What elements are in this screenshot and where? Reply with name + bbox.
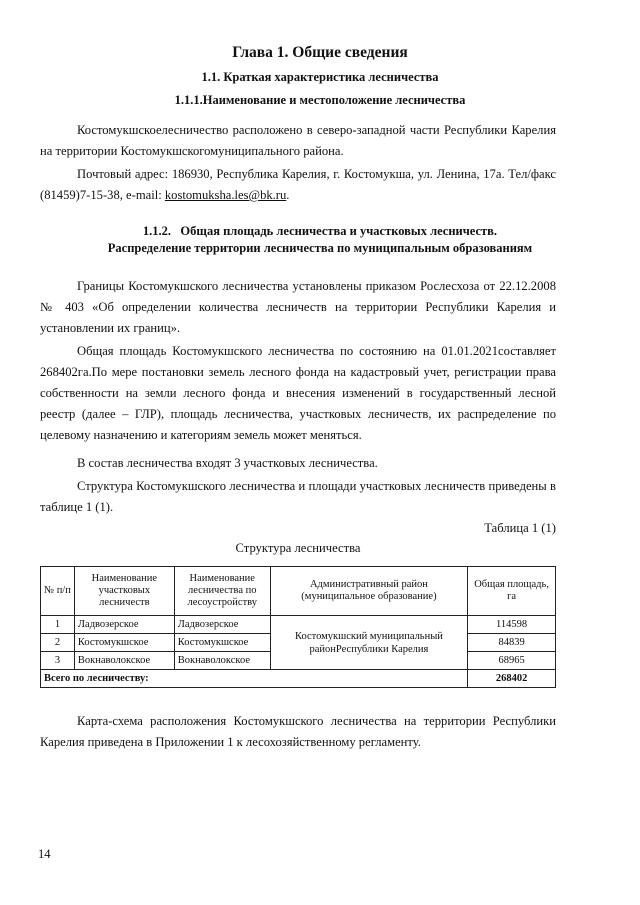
address-text: Почтовый адрес: 186930, Республика Карелия, г. Костомукша, ул. Ленина, 17а. Тел/факс (81459)7-15-38, e-mail:: [40, 167, 556, 202]
address-suffix: .: [286, 188, 290, 202]
header-admin-district: Административный район (муниципальное образование): [270, 567, 467, 616]
header-district-forestry: Наименование участковых лесничеств: [74, 567, 174, 616]
area-paragraph: Общая площадь Костомукшского лесничества по состоянию на 01.01.2021составляет 268402га.По мере постановки земель лесного фонда на кадастровый учет, регистрации права собственности на земли лесного фонда и внесения изменений в государственный лесной реестр (далее – ГЛР), площадь лесничества, участковых лесничеств, их распределение по целевому назначению и категориям земель может меняться.: [40, 344, 556, 442]
row-number: 3: [41, 652, 75, 670]
row-number: 2: [41, 634, 75, 652]
row-number: 1: [41, 616, 75, 634]
total-value: 268402: [468, 670, 556, 688]
total-label: Всего по лесничеству:: [41, 670, 468, 688]
header-total-area: Общая площадь, га: [468, 567, 556, 616]
section-heading-1-1-2-line2: Распределение территории лесничества по муниципальным образованиям: [107, 241, 533, 255]
section-heading-1-1-1: 1.1.1.Наименование и местоположение лесничества: [174, 93, 466, 107]
chapter-heading: Глава 1. Общие сведения: [232, 44, 408, 61]
row-name: Ладвозерское: [74, 616, 174, 634]
table-total-row: [41, 670, 556, 688]
section-heading-1-1-2-line1: 1.1.2. Общая площадь лесничества и участковых лесничеств.: [142, 224, 498, 238]
row-lu-name: Вокнаволокское: [174, 652, 270, 670]
table-title: Структура лесничества: [235, 541, 361, 555]
row-name: Костомукшское: [74, 634, 174, 652]
row-district: Костомукшский муниципальный районРеспублики Карелия: [270, 616, 467, 670]
header-number: № п/п: [41, 567, 75, 616]
row-lu-name: Костомукшское: [174, 634, 270, 652]
count-paragraph: В состав лесничества входят 3 участковых лесничества.: [77, 456, 378, 470]
location-paragraph: Костомукшскоелесничество расположено в северо-западной части Республики Карелия на территории Костомукшскогомуниципального района.: [40, 123, 556, 158]
header-forestry-name: Наименование лесничества по лесоустройству: [174, 567, 270, 616]
email-link[interactable]: kostomuksha.les@bk.ru: [164, 188, 287, 202]
table-label: Таблица 1 (1): [484, 521, 556, 535]
table-row: [41, 616, 556, 634]
row-name: Вокнаволокское: [74, 652, 174, 670]
table-header-row: [41, 567, 556, 616]
page-number: 14: [38, 847, 51, 861]
section-heading-1-1: 1.1. Краткая характеристика лесничества: [201, 70, 439, 84]
structure-table: [40, 566, 556, 688]
row-area: 84839: [468, 634, 556, 652]
row-area: 68965: [468, 652, 556, 670]
row-lu-name: Ладвозерское: [174, 616, 270, 634]
section-heading-1-1-2: [0, 223, 640, 257]
row-area: 114598: [468, 616, 556, 634]
borders-paragraph: Границы Костомукшского лесничества установлены приказом Рослесхоза от 22.12.2008 № 403 «Об определении количества лесничеств на территории Республики Карелия и установлении их границ».: [40, 279, 556, 335]
address-paragraph: [40, 164, 556, 206]
map-paragraph: Карта-схема расположения Костомукшского лесничества на территории Республики Карелия приведена в Приложении 1 к лесохозяйственному регламенту.: [40, 714, 556, 749]
structure-paragraph: Структура Костомукшского лесничества и площади участковых лесничеств приведены в таблице 1 (1).: [40, 479, 556, 514]
